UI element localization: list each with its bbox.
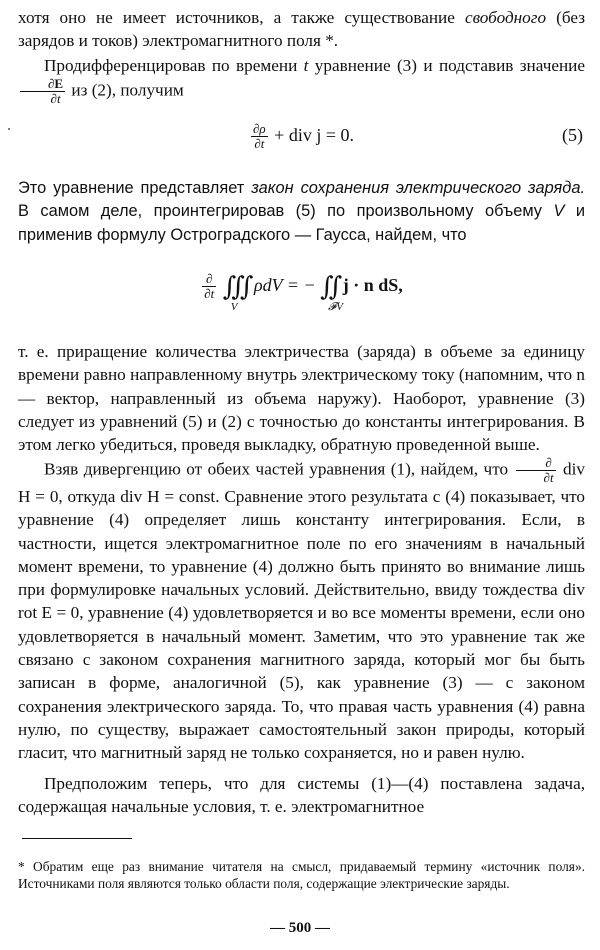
equation-text: j · n dS, (342, 275, 403, 295)
fraction-d-dt (516, 456, 556, 485)
var-V: V (553, 202, 565, 221)
integral-domain: 𝓕V (328, 301, 343, 313)
double-integral (320, 270, 343, 313)
text: div H = 0, откуда div H = const. Сравнение этого результата с (4) показывает, что уравнение (4) определяет лишь константу интегрирования. Если, в частности, ищется электромагнитное поле по его значениям в начальный момент времени, то уравнение (4) должно быть принято во внимание лишь при формулировке начальных условий. Действительно, ввиду тождества div rot E = 0, уравнение (4) удовлетворяется и во все моменты времени, если оно удовлетворяется в начальный момент. Заметим, что это уравнение так же связано с законом сохранения магнитного заряда, который мог бы быть записан в форме, аналогичной (5), как уравнение (3) — с законом сохранения электрического заряда. То, что правая часть уравнения (4) равна нулю, по существу, выражает самостоятельный закон природы, который гласит, что магнитный заряд не только сохраняется, но и равен нулю. (18, 459, 585, 763)
text: Взяв дивергенцию от обеих частей уравнения (1), найдем, что (44, 459, 514, 479)
page-number: — 500 — (270, 920, 330, 936)
equation-5-body (18, 120, 585, 151)
equation-label: (5) (562, 125, 583, 145)
text: В самом деле, проинтегрировав (5) по произвольному объему (18, 202, 554, 221)
italic-text: закон сохранения электрического заряда. (251, 179, 585, 197)
frac-num: ∂E (20, 77, 65, 92)
frac-num: ∂ρ (253, 121, 266, 137)
text: из (2), получим (67, 80, 184, 100)
paragraph-1 (18, 6, 585, 53)
text: хотя оно не имеет источников, а также существование (18, 8, 465, 27)
frac-den: ∂t (204, 286, 215, 302)
integral-domain: V (230, 301, 238, 313)
fraction-drho-dt (251, 122, 268, 151)
text: уравнение (3) и подставив значение (308, 56, 585, 75)
paragraph-3 (18, 177, 585, 247)
equation-text: + div j = 0. (269, 125, 354, 145)
var-t: t (303, 56, 309, 75)
equation-integral-body (18, 270, 585, 313)
paragraph-2 (18, 54, 585, 106)
footnote: * Обратим еще раз внимание читателя на смысл, придаваемый термину «источник поля». Источниками поля являются только области поля, содержащие электрические заряды. (18, 859, 585, 892)
text: (без зарядов и токов) электромагнитного поля *. (18, 8, 586, 51)
speck (8, 128, 10, 130)
fraction-d-dt (202, 272, 216, 301)
paragraph-5 (18, 456, 585, 765)
text: и применив формулу Остроградского — Гаусса, найдем, что (18, 202, 585, 244)
equation-integral (18, 270, 585, 320)
footnote-divider (22, 838, 132, 839)
paragraph-6: Предположим теперь, что для системы (1)—(4) поставлена задача, содержащая начальные условия, т. е. электромагнитное (18, 774, 585, 817)
frac-den: ∂t (543, 470, 554, 485)
fraction-dE-dt (20, 77, 65, 106)
italic-text: свободного (464, 8, 547, 27)
integral-sign: ∭ (222, 271, 250, 301)
text: Продифференцировав по времени (44, 56, 304, 75)
frac-den: ∂t (50, 91, 61, 107)
triple-integral (222, 270, 250, 313)
frac-num: ∂ (516, 456, 556, 471)
paragraph-4: т. е. приращение количества электричества (заряда) в объеме за единицу времени равно направленному внутрь электрическому току (напомним, что n — вектор, направленный из объема наружу). Наоборот, уравнение (3) следует из уравнений (5) и (2) с точностью до константы интегрирования. В этом легко убедиться, проведя выкладку, обратную проведенной выше. (18, 342, 585, 455)
equation-text: ρdV = − (254, 275, 316, 295)
integral-sign: ∬ (320, 271, 339, 301)
frac-den: ∂t (254, 136, 265, 152)
frac-num: ∂ (202, 272, 216, 287)
text: Это уравнение представляет (18, 179, 252, 197)
